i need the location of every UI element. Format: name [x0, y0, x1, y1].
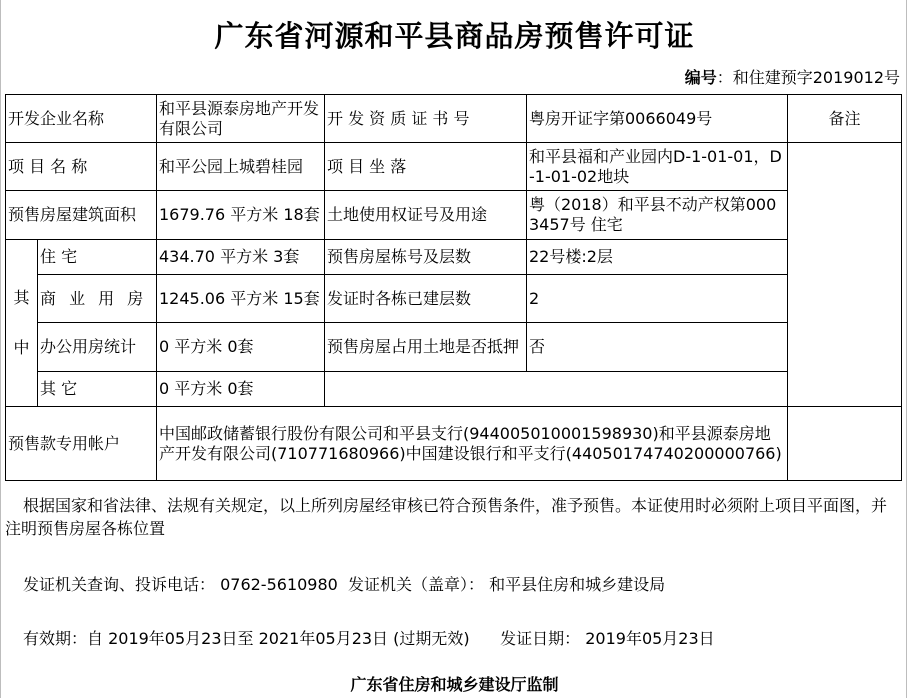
residential-label: 住 宅: [38, 240, 157, 275]
table-row: [6, 407, 902, 481]
presale-area-value: 1679.76 平方米 18套: [157, 191, 325, 240]
land-cert-value: 粤（2018）和平县不动产权第0003457号 住宅: [527, 191, 788, 240]
qualification-value: 粤房开证字第0066049号: [527, 95, 788, 143]
statement-paragraph: 根据国家和省法律、法规有关规定，以上所列房屋经审核已符合预售条件，准予预售。本证使用时必须附上项目平面图，并注明预售房屋各栋位置: [5, 496, 888, 538]
account-remark-cell: [788, 407, 902, 481]
commercial-label: 商 业 用 房: [38, 275, 157, 323]
account-label: 预售款专用帐户: [6, 407, 157, 481]
table-row: [6, 372, 902, 407]
table-row: [6, 323, 902, 372]
built-floors-value: 2: [527, 275, 788, 323]
commercial-value: 1245.06 平方米 15套: [157, 275, 325, 323]
empty-cell: [325, 372, 788, 407]
project-name-value: 和平公园上城碧桂园: [157, 143, 325, 191]
office-value: 0 平方米 0套: [157, 323, 325, 372]
table-row: [6, 143, 902, 191]
certificate-number-label: 编号: [684, 68, 717, 87]
account-value: 中国邮政储蓄银行股份有限公司和平县支行(944005010001598930)和平县源泰房地产开发有限公司(710771680966)中国建设银行和平支行(44050174740200000766): [157, 407, 788, 481]
validity-line: 有效期：自 2019年05月23日至 2021年05月23日 (过期无效) 发证日期： 2019年05月23日: [23, 629, 715, 648]
of-which-label: [6, 240, 38, 407]
location-label: 项 目 坐 落: [325, 143, 527, 191]
supervision-footer: 广东省住房和城乡建设厅监制: [350, 675, 559, 694]
other-value: 0 平方米 0套: [157, 372, 325, 407]
built-floors-label: 发证时各栋已建层数: [325, 275, 527, 323]
location-value: 和平县福和产业园内D-1-01-01，D-1-01-02地块: [527, 143, 788, 191]
qualification-label: 开 发 资 质 证 书 号: [325, 95, 527, 143]
project-name-label: 项 目 名 称: [6, 143, 157, 191]
land-mortgage-value: 否: [527, 323, 788, 372]
land-mortgage-label: 预售房屋占用土地是否抵押: [325, 323, 527, 372]
certificate-number: [685, 65, 900, 88]
table-row: [6, 95, 902, 143]
building-floor-label: 预售房屋栋号及层数: [325, 240, 527, 275]
presale-area-label: 预售房屋建筑面积: [6, 191, 157, 240]
developer-label: 开发企业名称: [6, 95, 157, 143]
residential-value: 434.70 平方米 3套: [157, 240, 325, 275]
office-label: 办公用房统计: [38, 323, 157, 372]
permit-info-table: [5, 94, 902, 481]
table-row: [6, 191, 902, 240]
land-cert-label: 土地使用权证号及用途: [325, 191, 527, 240]
table-row: [6, 240, 902, 275]
of-which-text: 其中: [13, 288, 30, 357]
contact-line: 发证机关查询、投诉电话： 0762-5610980 发证机关（盖章）： 和平县住房和城乡建设局: [23, 575, 666, 594]
remark-cell: [788, 143, 902, 407]
document-title: 广东省河源和平县商品房预售许可证: [214, 19, 695, 53]
table-row: [6, 275, 902, 323]
remark-label: 备注: [788, 95, 902, 143]
certificate-number-value: ：和住建预字2019012号: [716, 68, 900, 87]
other-label: 其 它: [38, 372, 157, 407]
building-floor-value: 22号楼:2层: [527, 240, 788, 275]
developer-value: 和平县源泰房地产开发有限公司: [157, 95, 325, 143]
